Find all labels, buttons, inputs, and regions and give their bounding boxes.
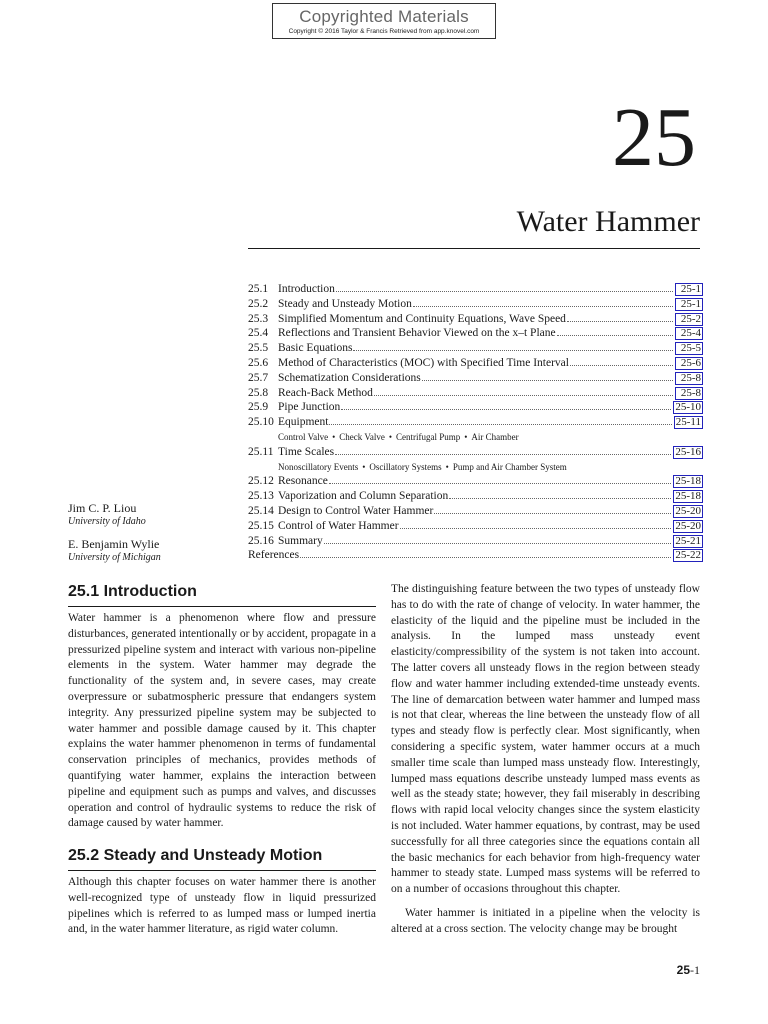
toc-entry[interactable] — [248, 386, 703, 401]
toc-subentries-equipment: Control Valve • Check Valve • Centrifugal Pump • Air Chamber — [278, 431, 519, 442]
toc-title: Schematization Considerations — [278, 371, 421, 384]
toc-title: Steady and Unsteady Motion — [278, 297, 412, 310]
toc-entry[interactable] — [248, 474, 703, 489]
toc-page-link[interactable]: 25-18 — [675, 475, 701, 488]
section-rule — [68, 870, 376, 871]
section-heading: 25.1 Introduction — [68, 583, 197, 600]
toc-title: Summary — [278, 534, 323, 547]
toc-number: 25.11 — [248, 445, 274, 458]
stamp-title: Copyrighted Materials — [299, 7, 469, 26]
toc-entry[interactable] — [248, 326, 703, 341]
toc-leader — [300, 556, 671, 558]
toc-number: 25.13 — [248, 490, 274, 503]
toc-title: Reach-Back Method — [278, 386, 373, 399]
toc-leader — [374, 394, 673, 396]
toc-number: 25.6 — [248, 356, 269, 369]
toc-title: Simplified Momentum and Continuity Equations, Wave Speed — [278, 312, 566, 325]
toc-leader — [449, 497, 671, 499]
toc-number: 25.2 — [248, 297, 269, 310]
toc-number: 25.15 — [248, 519, 274, 532]
toc-entry[interactable] — [248, 534, 703, 549]
stamp-subtitle: Copyright © 2016 Taylor & Francis Retrieved from app.knovel.com — [288, 28, 480, 35]
toc-subitem: Nonoscillatory Events — [278, 461, 359, 472]
toc-page-link[interactable]: 25-4 — [675, 327, 703, 340]
toc-leader — [353, 349, 673, 351]
author-affiliation: University of Idaho — [68, 516, 146, 527]
author-name: Jim C. P. Liou — [68, 501, 137, 515]
toc-page-link[interactable]: 25-16 — [675, 445, 701, 458]
toc-page-link[interactable]: 25-2 — [675, 313, 703, 326]
toc-page-link[interactable]: 25-1 — [675, 298, 703, 311]
toc-page-link[interactable]: 25-6 — [675, 357, 703, 370]
toc-page-link[interactable]: 25-20 — [675, 519, 701, 532]
toc-leader — [336, 290, 673, 292]
toc-page-link[interactable]: 25-8 — [675, 387, 703, 400]
toc-entry[interactable] — [248, 297, 703, 312]
body-paragraph: The distinguishing feature between the two types of unsteady flow has to do with the rate of change of velocity. In water hammer, the elasticity of the liquid and the pipeline must be included in the analysis. In the lumped mass unsteady event elasticity/compressibility of the system is not taken into account. The latter covers all unsteady flows in the region between steady flow and water hammer including extended-time unsteady events. The line of demarcation between water hammer and lumped mass is not that clear, whereas the line between the unsteady flow of all types and steady flow is perfectly clear. Most significantly, when considering a specific system, water hammer occurs at a much smaller time scale than lumped mass unsteady flow. Interestingly, lumped mass equations describe unsteady lumped mass events as well as the steady state; however, they fail miserably in describing flows with rapid local velocity changes since the system elasticity is not included. Water hammer equations, by contrast, may be used successfully for all three categories since the equations contain all the basic mechanics for each behavior from high-frequency water hammer to steady state. Lumped mass systems will be referred to on a number of occasions throughout this chapter. — [391, 583, 700, 896]
toc-page-link[interactable]: 25-20 — [675, 504, 701, 517]
author-affiliation: University of Michigan — [68, 552, 161, 563]
toc-entry[interactable] — [248, 341, 703, 356]
toc-page-link[interactable]: 25-5 — [675, 342, 703, 355]
toc-page-link[interactable]: 25-1 — [675, 283, 703, 296]
toc-subentries-time-scales: Nonoscillatory Events • Oscillatory Systems • Pump and Air Chamber System — [278, 461, 567, 472]
table-of-contents — [248, 282, 703, 563]
toc-number: 25.4 — [248, 327, 269, 340]
toc-leader — [329, 482, 672, 484]
toc-leader — [570, 364, 673, 366]
toc-title: Control of Water Hammer — [278, 519, 399, 532]
toc-number: 25.9 — [248, 401, 269, 414]
toc-leader — [400, 527, 672, 529]
toc-number: 25.12 — [248, 475, 274, 488]
toc-title: Reflections and Transient Behavior Viewed on the x–t Plane — [278, 327, 556, 340]
toc-number: 25.5 — [248, 342, 269, 355]
toc-entry[interactable] — [248, 548, 703, 563]
author-name: E. Benjamin Wylie — [68, 537, 160, 551]
toc-leader — [329, 423, 671, 425]
toc-leader — [434, 512, 671, 514]
toc-entry[interactable] — [248, 371, 703, 386]
chapter-title: Water Hammer — [516, 205, 700, 238]
toc-title: References — [248, 549, 300, 562]
toc-entry[interactable] — [248, 489, 703, 504]
toc-leader — [324, 542, 672, 544]
toc-subitem: Check Valve — [339, 431, 385, 442]
toc-page-link[interactable]: 25-11 — [675, 416, 701, 429]
toc-title: Basic Equations — [278, 342, 353, 355]
toc-leader — [557, 334, 673, 336]
page-number-suffix: -1 — [690, 963, 700, 977]
section-heading: 25.2 Steady and Unsteady Motion — [68, 847, 323, 864]
toc-subitem: Centrifugal Pump — [395, 431, 461, 442]
toc-subitem: Oscillatory Systems — [369, 461, 442, 472]
toc-page-link[interactable]: 25-10 — [675, 401, 701, 414]
toc-entry[interactable] — [248, 400, 703, 415]
toc-page-link[interactable]: 25-8 — [675, 372, 703, 385]
toc-entry[interactable] — [248, 504, 703, 519]
toc-entry[interactable] — [248, 415, 703, 430]
toc-number: 25.1 — [248, 283, 269, 295]
toc-subitem: Control Valve — [278, 431, 329, 442]
toc-subitem: Pump and Air Chamber System — [452, 461, 567, 472]
toc-entry[interactable] — [248, 445, 703, 460]
toc-subitem: Air Chamber — [471, 431, 519, 442]
toc-number: 25.16 — [248, 534, 274, 547]
toc-page-link[interactable]: 25-22 — [675, 549, 701, 562]
toc-number: 25.7 — [248, 371, 269, 384]
toc-title: Method of Characteristics (MOC) with Specified Time Interval — [278, 356, 569, 369]
toc-leader — [422, 379, 673, 381]
toc-leader — [413, 305, 673, 307]
toc-entry[interactable] — [248, 312, 703, 327]
toc-leader — [567, 320, 673, 322]
toc-entry[interactable] — [248, 519, 703, 534]
toc-entry[interactable] — [248, 282, 703, 297]
title-rule — [248, 248, 700, 249]
chapter-number: 25 — [612, 91, 696, 184]
body-paragraph: Although this chapter focuses on water hammer there is another well-recognized type of unsteady flow in liquid pressurized pipelines which is referred to as lumped mass or lumped inertia and, in the water hammer literature, as rigid water column. — [68, 876, 376, 936]
toc-title: Design to Control Water Hammer — [278, 504, 434, 517]
page-number — [677, 963, 700, 978]
toc-title: Resonance — [278, 475, 328, 488]
copyright-stamp — [272, 3, 496, 39]
toc-entry[interactable] — [248, 356, 703, 371]
section-rule — [68, 606, 376, 607]
toc-title: Vaporization and Column Separation — [278, 490, 449, 503]
toc-leader — [335, 453, 671, 455]
toc-number: 25.8 — [248, 386, 269, 399]
toc-page-link[interactable]: 25-18 — [675, 490, 701, 503]
toc-number: 25.14 — [248, 504, 274, 517]
toc-title: Equipment — [278, 416, 329, 429]
toc-title: Pipe Junction — [278, 401, 341, 414]
toc-number: 25.10 — [248, 416, 274, 429]
toc-leader — [341, 408, 671, 410]
toc-number: 25.3 — [248, 312, 269, 325]
toc-title: Time Scales — [278, 445, 335, 458]
toc-title: Introduction — [278, 283, 335, 295]
page-number-prefix: 25 — [676, 963, 690, 977]
toc-page-link[interactable]: 25-21 — [675, 534, 701, 547]
body-paragraph: Water hammer is initiated in a pipeline when the velocity is altered at a cross section. The velocity change may be brought — [391, 907, 700, 935]
body-paragraph: Water hammer is a phenomenon where flow and pressure disturbances, generated intentionally or by accident, propagate in a pressurized pipeline system and interact with various non-pipeline elements in the system. Water hammer may degrade the functionality of the system and, in severe cases, may create overpressure or subatmospheric pressure that endangers system integrity. Any pressurized pipeline system may be subjected to water hammer and possible damage caused by it. This chapter explains the water hammer phenomenon in terms of fundamental conservation principles of mechanics, provides methods of quantifying water hammer, explains the interaction between pipeline and equipment such as pumps and valves, and discusses operation and control of hydraulic systems to reduce the risk of damage caused by water hammer. — [68, 612, 376, 830]
